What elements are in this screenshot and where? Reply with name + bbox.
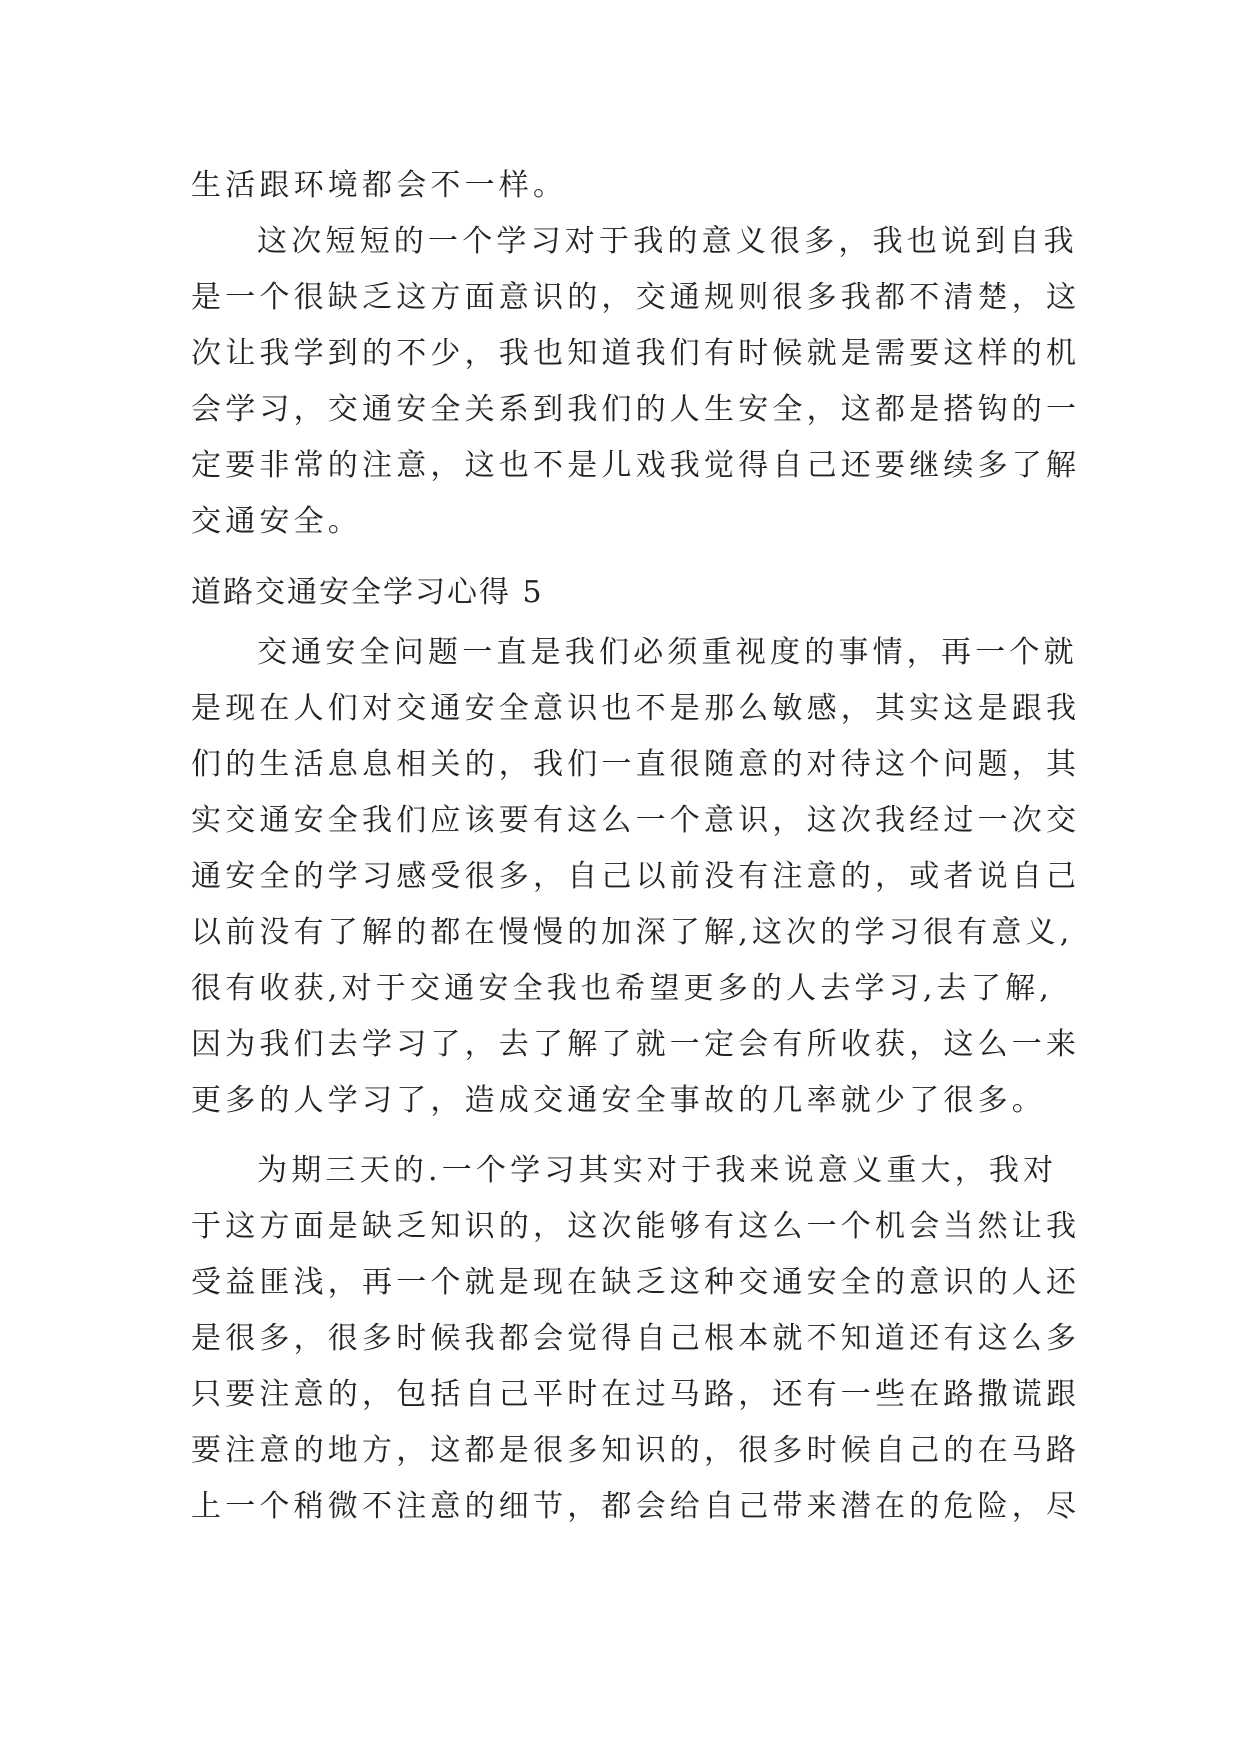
text-line: 定要非常的注意，这也不是儿戏我觉得自己还要继续多了解 bbox=[191, 448, 1081, 483]
text-line: 实交通安全我们应该要有这么一个意识，这次我经过一次交 bbox=[191, 803, 1081, 838]
text-line: 是一个很缺乏这方面意识的，交通规则很多我都不清楚，这 bbox=[191, 280, 1081, 315]
text-line: 会学习，交通安全关系到我们的人生安全，这都是搭钩的一 bbox=[191, 392, 1081, 427]
section-heading: 道路交通安全学习心得 5 bbox=[191, 575, 544, 610]
text-line: 要注意的地方，这都是很多知识的，很多时候自己的在马路 bbox=[191, 1433, 1081, 1468]
text-line: 次让我学到的不少，我也知道我们有时候就是需要这样的机 bbox=[191, 336, 1081, 371]
text-line: 于这方面是缺乏知识的，这次能够有这么一个机会当然让我 bbox=[191, 1209, 1081, 1244]
text-line: 通安全的学习感受很多，自己以前没有注意的，或者说自己 bbox=[191, 859, 1081, 894]
text-line: 是现在人们对交通安全意识也不是那么敏感，其实这是跟我 bbox=[191, 691, 1081, 726]
text-line: 交通安全。 bbox=[191, 504, 362, 539]
text-line: 们的生活息息相关的，我们一直很随意的对待这个问题，其 bbox=[191, 747, 1081, 782]
paragraph-first-line: 为期三天的.一个学习其实对于我来说意义重大，我对 bbox=[257, 1153, 1058, 1188]
text-line: 以前没有了解的都在慢慢的加深了解,这次的学习很有意义, bbox=[191, 915, 1074, 950]
text-line: 很有收获,对于交通安全我也希望更多的人去学习,去了解, bbox=[191, 971, 1054, 1006]
text-line: 因为我们去学习了，去了解了就一定会有所收获，这么一来 bbox=[191, 1027, 1081, 1062]
paragraph-first-line: 这次短短的一个学习对于我的意义很多，我也说到自我 bbox=[257, 224, 1078, 259]
paragraph-first-line: 交通安全问题一直是我们必须重视度的事情，再一个就 bbox=[257, 635, 1078, 670]
text-line: 生活跟环境都会不一样。 bbox=[191, 168, 568, 203]
text-line: 只要注意的，包括自己平时在过马路，还有一些在路撒谎跟 bbox=[191, 1377, 1081, 1412]
text-line: 更多的人学习了，造成交通安全事故的几率就少了很多。 bbox=[191, 1083, 1046, 1118]
text-line: 受益匪浅，再一个就是现在缺乏这种交通安全的意识的人还 bbox=[191, 1265, 1081, 1300]
text-line: 上一个稍微不注意的细节，都会给自己带来潜在的危险，尽 bbox=[191, 1489, 1081, 1524]
text-line: 是很多，很多时候我都会觉得自己根本就不知道还有这么多 bbox=[191, 1321, 1081, 1356]
